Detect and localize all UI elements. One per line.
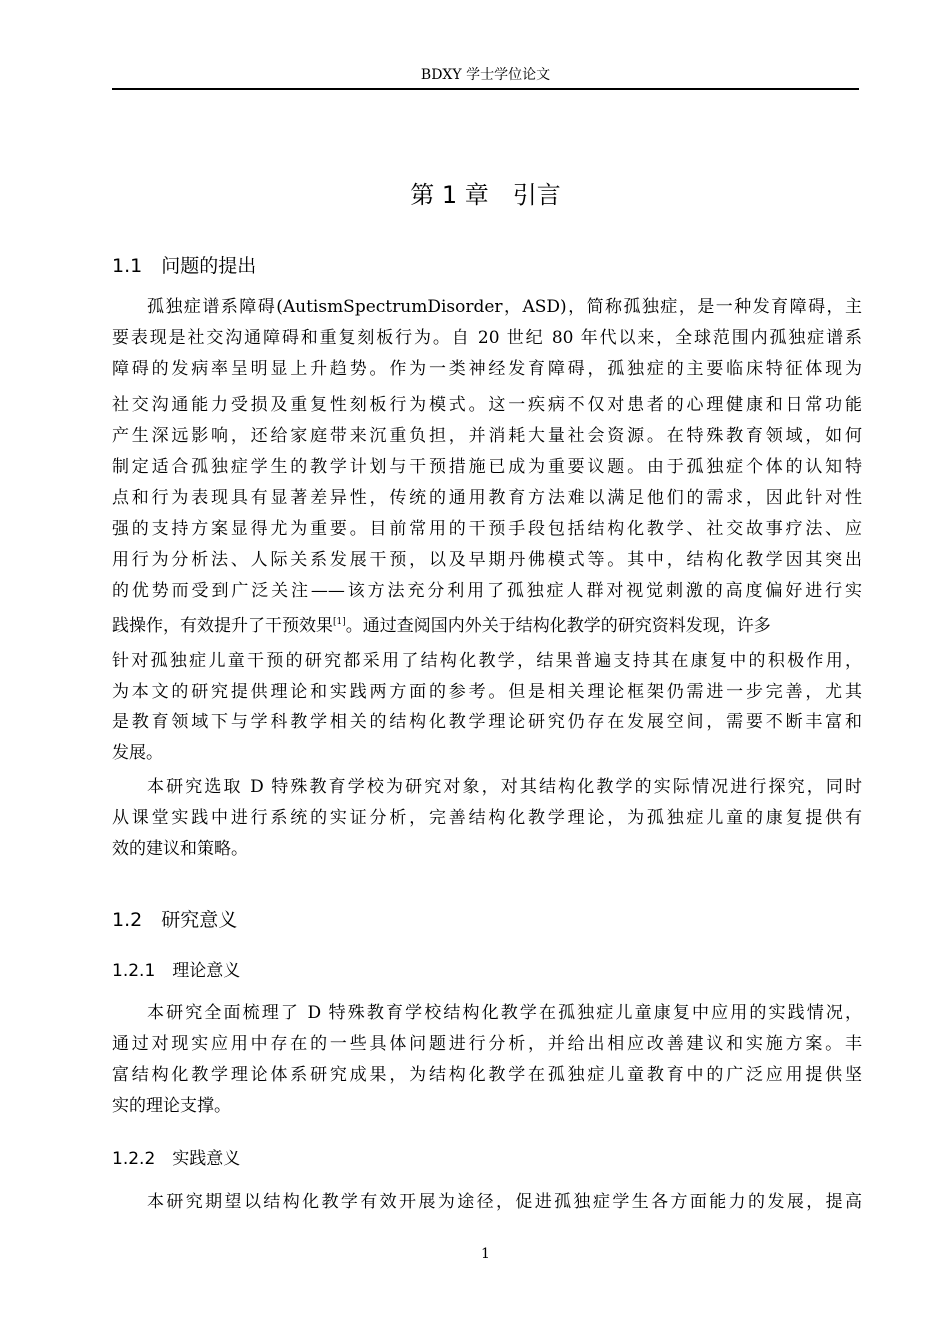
text-line: 用行为分析法、人际关系发展干预，以及早期丹佛模式等。其中，结构化教学因其突出 (112, 550, 862, 570)
text-line: 点和行为表现具有显著差异性，传统的通用教育方法难以满足他们的需求，因此针对性 (112, 488, 862, 508)
text-line: 效的建议和策略。 (112, 839, 248, 859)
citation-ref: [1] (333, 617, 346, 627)
text-line: 本研究全面梳理了 D 特殊教育学校结构化教学在孤独症儿童康复中应用的实践情况， (147, 1003, 862, 1023)
text-line: 强的支持方案显得尤为重要。目前常用的干预手段包括结构化教学、社交故事疗法、应 (112, 519, 862, 539)
text-line: 孤独症谱系障碍(AutismSpectrumDisorder，ASD)，简称孤独症，是一种发育障碍，主 (147, 297, 862, 317)
header-title: BDXY 学士学位论文 (420, 67, 551, 83)
subsection-heading-1-2-1: 1.2.1 理论意义 (112, 961, 241, 981)
text-line: 本研究选取 D 特殊教育学校为研究对象，对其结构化教学的实际情况进行探究，同时 (147, 777, 862, 797)
text-line: 产生深远影响，还给家庭带来沉重负担，并消耗大量社会资源。在特殊教育领域，如何 (112, 426, 862, 446)
text-line: 是教育领域下与学科教学相关的结构化教学理论研究仍存在发展空间，需要不断丰富和 (112, 712, 862, 732)
text-line: 从课堂实践中进行系统的实证分析，完善结构化教学理论，为孤独症儿童的康复提供有 (112, 808, 862, 828)
text-line: 要表现是社交沟通障碍和重复刻板行为。自 20 世纪 80 年代以来，全球范围内孤独症谱系 (112, 328, 862, 348)
text-line: 本研究期望以结构化教学有效开展为途径，促进孤独症学生各方面能力的发展，提高 (147, 1192, 862, 1212)
text-line: 的优势而受到广泛关注——该方法充分利用了孤独症人群对视觉刺激的高度偏好进行实 (112, 581, 862, 601)
text-line: 障碍的发病率呈明显上升趋势。作为一类神经发育障碍，孤独症的主要临床特征体现为 (112, 359, 862, 379)
text-line: 社交沟通能力受损及重复性刻板行为模式。这一疾病不仅对患者的心理健康和日常功能 (112, 395, 862, 415)
text-line: 实的理论支撑。 (112, 1096, 231, 1116)
text-line: 发展。 (112, 743, 163, 763)
text-line: 通过对现实应用中存在的一些具体问题进行分析，并给出相应改善建议和实施方案。丰 (112, 1034, 862, 1054)
text-line: 为本文的研究提供理论和实践两方面的参考。但是相关理论框架仍需进一步完善，尤其 (112, 682, 862, 702)
text-line: 富结构化教学理论体系研究成果，为结构化教学在孤独症儿童教育中的广泛应用提供坚 (112, 1065, 862, 1085)
page-header (112, 62, 859, 90)
text-line: 针对孤独症儿童干预的研究都采用了结构化教学，结果普遍支持其在康复中的积极作用， (112, 651, 862, 671)
text-line: 制定适合孤独症学生的教学计划与干预措施已成为重要议题。由于孤独症个体的认知特 (112, 457, 862, 477)
chapter-title: 第 1 章 引言 (410, 181, 561, 209)
text-segment: 。通过查阅国内外关于结构化教学的研究资料发现，许多 (345, 616, 771, 636)
page-number: 1 (481, 1246, 490, 1262)
subsection-heading-1-2-2: 1.2.2 实践意义 (112, 1149, 241, 1169)
section-heading-1-2: 1.2 研究意义 (112, 909, 238, 931)
section-heading-1-1: 1.1 问题的提出 (112, 255, 257, 277)
text-line-with-citation (112, 611, 862, 641)
text-segment: 践操作，有效提升了干预效果 (112, 616, 333, 636)
